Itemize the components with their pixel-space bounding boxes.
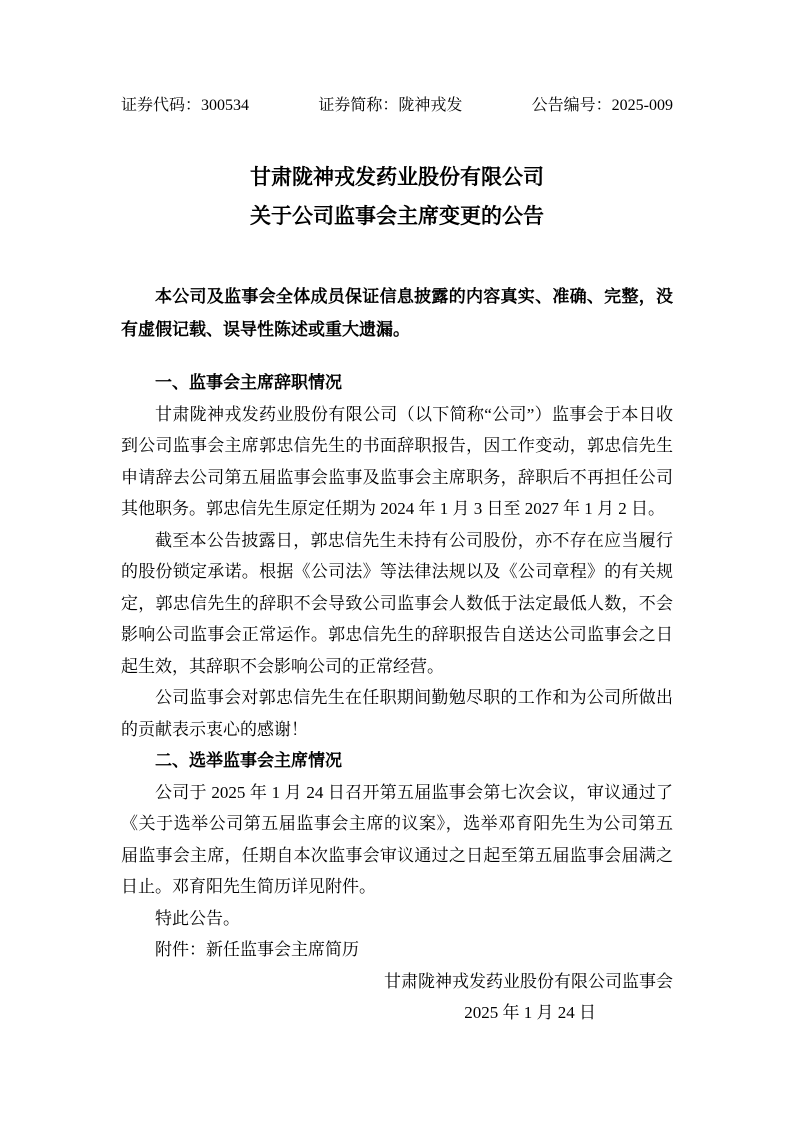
attachment-note: 附件：新任监事会主席简历 (155, 940, 359, 959)
document-title-line1: 甘肃陇神戎发药业股份有限公司 (250, 165, 544, 189)
section-2-heading: 二、选举监事会主席情况 (155, 751, 342, 770)
closing-notice: 特此公告。 (155, 908, 240, 928)
section-2-paragraph-1: 公司于 2025 年 1 月 24 日召开第五届监事会第七次会议，审议通过了《关于选举公司第五届监事会主席的议案》，选举邓育阳先生为公司第五届监事会主席，任期自本次监事会审议通过之日起至第五届监事会届满之日止。邓育阳先生简历详见附件。 (121, 782, 673, 896)
section-1-heading: 一、监事会主席辞职情况 (155, 373, 342, 392)
document-body (121, 367, 673, 1029)
signature: 甘肃陇神戎发药业股份有限公司监事会 (384, 971, 673, 991)
section-1-paragraph-1: 甘肃陇神戎发药业股份有限公司（以下简称“公司”）监事会于本日收到公司监事会主席郭忠信先生的书面辞职报告，因工作变动，郭忠信先生申请辞去公司第五届监事会监事及监事会主席职务，辞职后不再担任公司其他职务。郭忠信先生原定任期为 2024 年 1 月 3 日至 2027 年 1 月 2 日。 (121, 404, 673, 518)
stock-name: 证券简称：陇神戎发 (318, 97, 463, 114)
section-1-paragraph-3: 公司监事会对郭忠信先生在任职期间勤勉尽职的工作和为公司所做出的贡献表示衷心的感谢！ (121, 688, 673, 739)
announcement-number: 公告编号：2025-009 (531, 97, 673, 114)
section-1-paragraph-2: 截至本公告披露日，郭忠信先生未持有公司股份，亦不存在应当履行的股份锁定承诺。根据《公司法》等法律法规以及《公司章程》的有关规定，郭忠信先生的辞职不会导致公司监事会人数低于法定最低人数，不会影响公司监事会正常运作。郭忠信先生的辞职报告自送达公司监事会之日起生效，其辞职不会影响公司的正常经营。 (121, 530, 673, 676)
document-title (121, 158, 673, 236)
disclaimer-statement: 本公司及监事会全体成员保证信息披露的内容真实、准确、完整，没有虚假记载、误导性陈述或重大遗漏。 (121, 287, 673, 339)
document-title-line2: 关于公司监事会主席变更的公告 (250, 204, 544, 228)
signature-date: 2025 年 1 月 24 日 (464, 1003, 596, 1022)
stock-code: 证券代码：300534 (121, 97, 250, 114)
document-header (121, 96, 673, 116)
